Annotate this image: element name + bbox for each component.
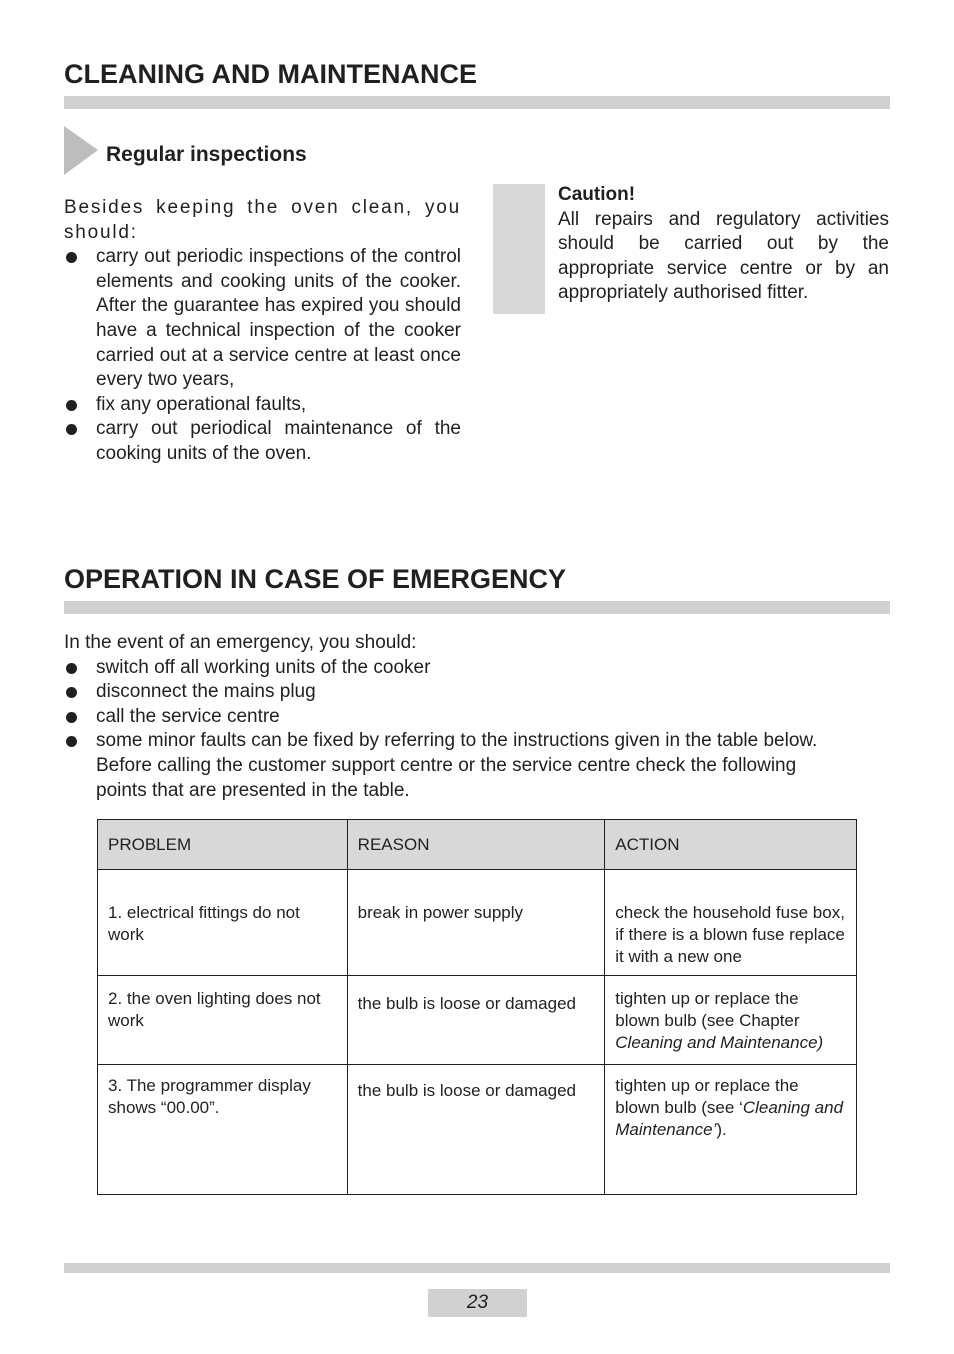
list-item: switch off all working units of the cooker	[64, 656, 834, 681]
list-item: call the service centre	[64, 705, 834, 730]
triangle-arrow-icon	[64, 126, 100, 176]
emergency-text-block	[64, 631, 834, 803]
list-item: some minor faults can be fixed by referring to the instructions given in the table below. Before calling the customer support centre or the service centre check the following points that are presented in the table.	[64, 729, 834, 803]
cell-reason: break in power supply	[347, 870, 605, 976]
cell-problem: 2. the oven lighting does not work	[98, 976, 348, 1065]
page-number: 23	[428, 1289, 527, 1317]
emergency-list	[64, 656, 834, 804]
action-reference: Cleaning and Maintenance)	[615, 1032, 824, 1052]
action-text-end: ).	[716, 1119, 727, 1139]
caution-text: All repairs and regulatory activities should be carried out by the appropriate service centre or by an appropriately authorised fitter.	[558, 208, 889, 304]
caution-title: Caution!	[558, 184, 636, 205]
cell-problem: 3. The programmer display shows “00.00”.	[98, 1065, 348, 1195]
header-action: ACTION	[605, 820, 857, 870]
title-rule	[64, 96, 890, 109]
subheading-regular-inspections: Regular inspections	[106, 143, 307, 166]
list-item: disconnect the mains plug	[64, 680, 834, 705]
footer-rule	[64, 1263, 890, 1273]
cell-action: check the household fuse box, if there is a blown fuse replace it with a new one	[605, 870, 857, 976]
cell-reason: the bulb is loose or damaged	[347, 1065, 605, 1195]
section-title-cleaning: CLEANING AND MAINTENANCE	[64, 59, 477, 89]
header-problem: PROBLEM	[98, 820, 348, 870]
title-rule	[64, 601, 890, 614]
caution-marker-box	[493, 184, 545, 314]
cell-problem: 1. electrical fittings do not work	[98, 870, 348, 976]
list-item: carry out periodical maintenance of the cooking units of the oven.	[64, 417, 461, 466]
action-text: tighten up or replace the blown bulb (see ‘	[615, 1076, 799, 1117]
caution-block	[558, 183, 889, 306]
inspections-intro: Besides keeping the oven clean, you should:	[64, 197, 461, 243]
section-title-emergency: OPERATION IN CASE OF EMERGENCY	[64, 564, 567, 594]
inspections-text-block	[64, 196, 461, 467]
header-reason: REASON	[347, 820, 605, 870]
cell-action	[605, 1065, 857, 1195]
table-row	[98, 1065, 857, 1195]
table-row	[98, 976, 857, 1065]
list-item: carry out periodic inspections of the control elements and cooking units of the cooker. After the guarantee has expired you should have a technical inspection of the cooker carried out at a service centre at least once every two years,	[64, 245, 461, 393]
troubleshooting-table	[97, 819, 857, 1195]
action-text: tighten up or replace the blown bulb (see Chapter	[615, 989, 800, 1030]
table-row	[98, 870, 857, 976]
list-item: fix any operational faults,	[64, 393, 461, 418]
inspections-list	[64, 245, 461, 466]
emergency-intro: In the event of an emergency, you should:	[64, 632, 417, 653]
action-reference: Cleaning and Maintenance’	[615, 1097, 844, 1139]
cell-reason: the bulb is loose or damaged	[347, 976, 605, 1065]
table-header-row	[98, 820, 857, 870]
cell-action	[605, 976, 857, 1065]
